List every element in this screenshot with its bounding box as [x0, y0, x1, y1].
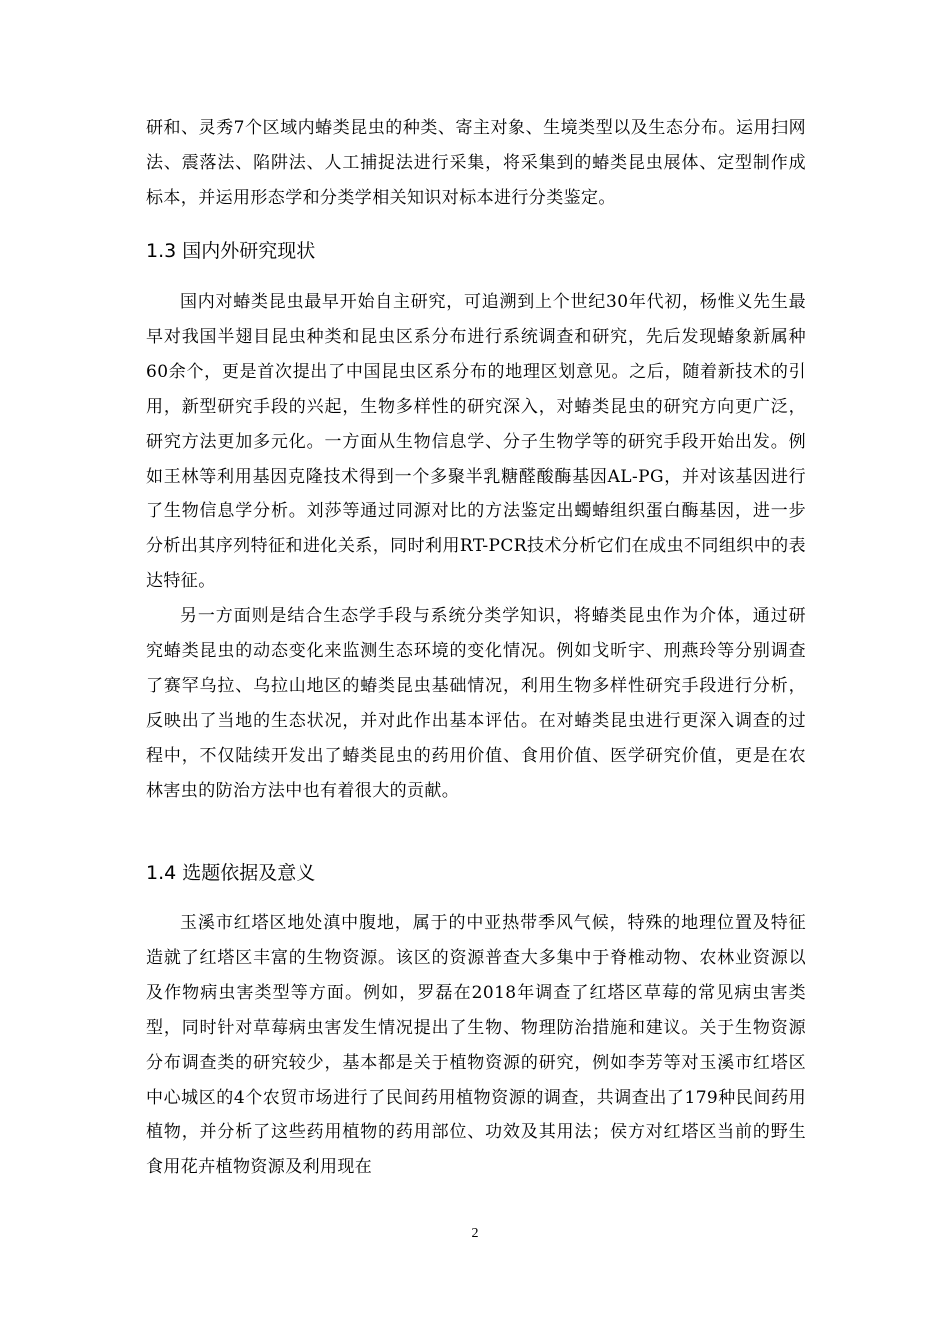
section-1-4-paragraph-1: 玉溪市红塔区地处滇中腹地，属于的中亚热带季风气候，特殊的地理位置及特征造就了红塔区丰富的生物资源。该区的资源普查大多集中于脊椎动物、农林业资源以及作物病虫害类型等方面。例如，罗磊在2018年调查了红塔区草莓的常见病虫害类型，同时针对草莓病虫害发生情况提出了生物、物理防治措施和建议。关于生物资源分布调查类的研究较少，基本都是关于植物资源的研究，例如李芳等对玉溪市红塔区中心城区的4个农贸市场进行了民间药用植物资源的调查，共调查出了179种民间药用植物，并分析了这些药用植物的药用部位、功效及其用法；侯方对红塔区当前的野生食用花卉植物资源及利用现在	[146, 913, 806, 1178]
section-1-4-text-block	[146, 906, 806, 1185]
intro-text-block	[146, 111, 806, 216]
intro-paragraph: 研和、灵秀7个区域内蝽类昆虫的种类、寄主对象、生境类型以及生态分布。运用扫网法、震落法、陷阱法、人工捕捉法进行采集，将采集到的蝽类昆虫展体、定型制作成标本，并运用形态学和分类学相关知识对标本进行分类鉴定。	[146, 118, 806, 208]
section-1-3-paragraph-1: 国内对蝽类昆虫最早开始自主研究，可追溯到上个世纪30年代初，杨惟义先生最早对我国半翅目昆虫种类和昆虫区系分布进行系统调查和研究，先后发现蝽象新属种60余个，更是首次提出了中国昆虫区系分布的地理区划意见。之后，随着新技术的引用，新型研究手段的兴起，生物多样性的研究深入，对蝽类昆虫的研究方向更广泛，研究方法更加多元化。一方面从生物信息学、分子生物学等的研究手段开始出发。例如王林等利用基因克隆技术得到一个多聚半乳糖醛酸酶基因AL-PG，并对该基因进行了生物信息学分析。刘莎等通过同源对比的方法鉴定出蠋蝽组织蛋白酶基因，进一步分析出其序列特征和进化关系，同时利用RT-PCR技术分析它们在成虫不同组织中的表达特征。	[146, 292, 806, 592]
page-number: 2	[471, 1226, 479, 1241]
section-heading-1-4: 1.4 选题依据及意义	[146, 862, 316, 884]
section-1-3-paragraph-2: 另一方面则是结合生态学手段与系统分类学知识，将蝽类昆虫作为介体，通过研究蝽类昆虫的动态变化来监测生态环境的变化情况。例如戈昕宇、刑燕玲等分别调查了赛罕乌拉、乌拉山地区的蝽类昆虫基础情况，利用生物多样性研究手段进行分析，反映出了当地的生态状况，并对此作出基本评估。在对蝽类昆虫进行更深入调查的过程中，不仅陆续开发出了蝽类昆虫的药用价值、食用价值、医学研究价值，更是在农林害虫的防治方法中也有着很大的贡献。	[146, 606, 806, 801]
section-heading-1-3: 1.3 国内外研究现状	[146, 240, 316, 262]
section-1-3-text-block	[146, 285, 806, 809]
